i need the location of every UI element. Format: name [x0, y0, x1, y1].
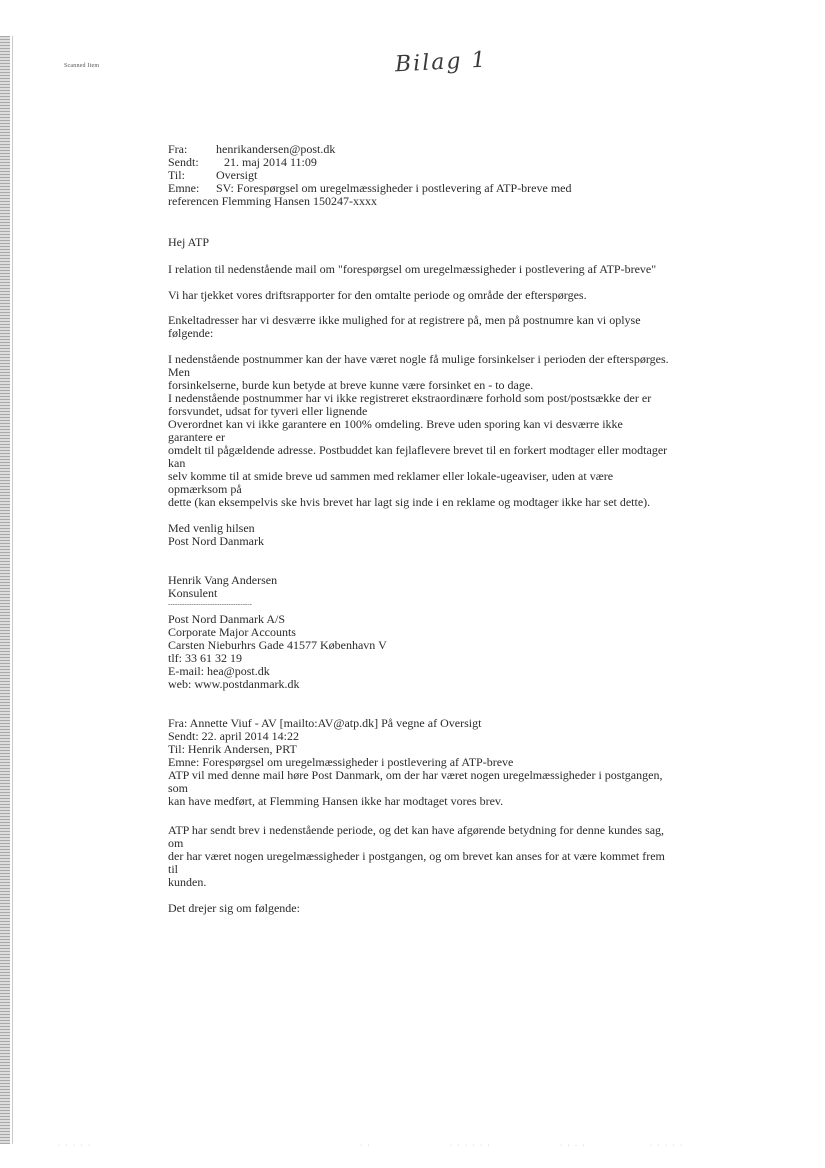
body-line: I nedenstående postnummer har vi ikke registreret ekstraordinære forhold som post/postsække der er — [168, 391, 652, 405]
from-value: henrikandersen@post.dk — [216, 142, 336, 156]
signature-web: web: www.postdanmark.dk — [168, 677, 300, 691]
handwritten-bilag-label: Bilag 1 — [394, 47, 489, 78]
subject-label: Emne: — [168, 181, 200, 195]
scan-noise: · · · · · — [58, 1143, 92, 1149]
quoted-body-line: ATP vil med denne mail høre Post Danmark, om der har været nogen uregelmæssigheder i postgangen, — [168, 768, 663, 782]
quoted-body-line: der har været nogen uregelmæssigheder i postgangen, og om brevet kan anses for at være kommet frem — [168, 849, 665, 863]
sent-label: Sendt: — [168, 155, 199, 169]
from-label: Fra: — [168, 142, 188, 156]
quoted-body-line: kunden. — [168, 875, 207, 889]
body-line: garantere er — [168, 430, 225, 444]
subject-value: SV: Forespørgsel om uregelmæssigheder i postlevering af ATP-breve med — [216, 181, 572, 195]
scan-noise: · · · · · · — [450, 1143, 492, 1149]
quoted-body-line: om — [168, 836, 184, 850]
body-line: Men — [168, 365, 190, 379]
body-line: selv komme til at smide breve ud sammen med reklamer eller lokale-ugeaviser, uden at være — [168, 469, 614, 483]
signature-company: Post Nord Danmark A/S — [168, 612, 285, 626]
paragraph-3-line-1: Enkeltadresser har vi desværre ikke mulighed for at registrere på, men på postnumre kan vi oplyse — [168, 313, 641, 327]
corner-stamp: Scanned Item — [64, 63, 100, 69]
quoted-body-line: kan have medført, at Flemming Hansen ikke har modtaget vores brev. — [168, 794, 504, 808]
body-line: forsvundet, udsat for tyveri eller lignende — [168, 404, 368, 418]
body-line: omdelt til pågældende adresse. Postbuddet kan fejlaflevere brevet til en forkert modtager eller modtager — [168, 443, 668, 457]
signature-department: Corporate Major Accounts — [168, 625, 296, 639]
sent-value: 21. maj 2014 11:09 — [224, 155, 317, 169]
closing-company: Post Nord Danmark — [168, 534, 264, 548]
paragraph-2: Vi har tjekket vores driftsrapporter for den omtalte periode og område der efterspørges. — [168, 288, 587, 302]
paragraph-1: I relation til nedenstående mail om "forespørgsel om uregelmæssigheder i postlevering af ATP-breve" — [168, 262, 657, 276]
body-line: I nedenstående postnummer kan der have været nogle få mulige forsinkelser i perioden der efterspørges. — [168, 352, 669, 366]
to-value: Oversigt — [216, 168, 258, 182]
paragraph-3-line-2: følgende: — [168, 326, 214, 340]
quoted-body-line: som — [168, 781, 189, 795]
to-label: Til: — [168, 168, 185, 182]
scan-edge-artifact — [0, 36, 10, 1144]
closing-greeting: Med venlig hilsen — [168, 521, 255, 535]
body-line: forsinkelserne, burde kun betyde at breve kunne være forsinket en - to dage. — [168, 378, 534, 392]
quoted-subject-line: Emne: Forespørgsel om uregelmæssigheder i postlevering af ATP-breve — [168, 755, 514, 769]
scan-noise: · · · · — [560, 1143, 587, 1149]
quoted-sent-line: Sendt: 22. april 2014 14:22 — [168, 729, 299, 743]
scan-noise: · · — [360, 1143, 372, 1149]
quoted-last-line: Det drejer sig om følgende: — [168, 901, 300, 915]
signature-address: Carsten Nieburhrs Gade 41577 København V — [168, 638, 387, 652]
quoted-body-line: ATP har sendt brev i nedenstående periode, og det kan have afgørende betydning for denne kundes sag, — [168, 823, 665, 837]
quoted-from-line: Fra: Annette Viuf - AV [mailto:AV@atp.dk] På vegne af Oversigt — [168, 716, 482, 730]
signature-title: Konsulent — [168, 586, 218, 600]
signature-separator: ------------------------------------ — [168, 600, 252, 608]
scan-noise: · · · · · — [650, 1143, 684, 1149]
body-line: kan — [168, 456, 186, 470]
quoted-to-line: Til: Henrik Andersen, PRT — [168, 742, 297, 756]
signature-name: Henrik Vang Andersen — [168, 573, 278, 587]
quoted-body-line: til — [168, 862, 179, 876]
signature-phone: tlf: 33 61 32 19 — [168, 651, 242, 665]
greeting: Hej ATP — [168, 235, 210, 249]
signature-email: E-mail: hea@post.dk — [168, 664, 270, 678]
body-line: opmærksom på — [168, 482, 242, 496]
body-line: Overordnet kan vi ikke garantere en 100% omdeling. Breve uden sporing kan vi desværre ikke — [168, 417, 623, 431]
body-line: dette (kan eksempelvis ske hvis brevet har lagt sig inde i en reklame og modtager ikke har set dette). — [168, 495, 651, 509]
scan-edge-line — [12, 36, 13, 1144]
subject-continuation: referencen Flemming Hansen 150247-xxxx — [168, 194, 377, 208]
